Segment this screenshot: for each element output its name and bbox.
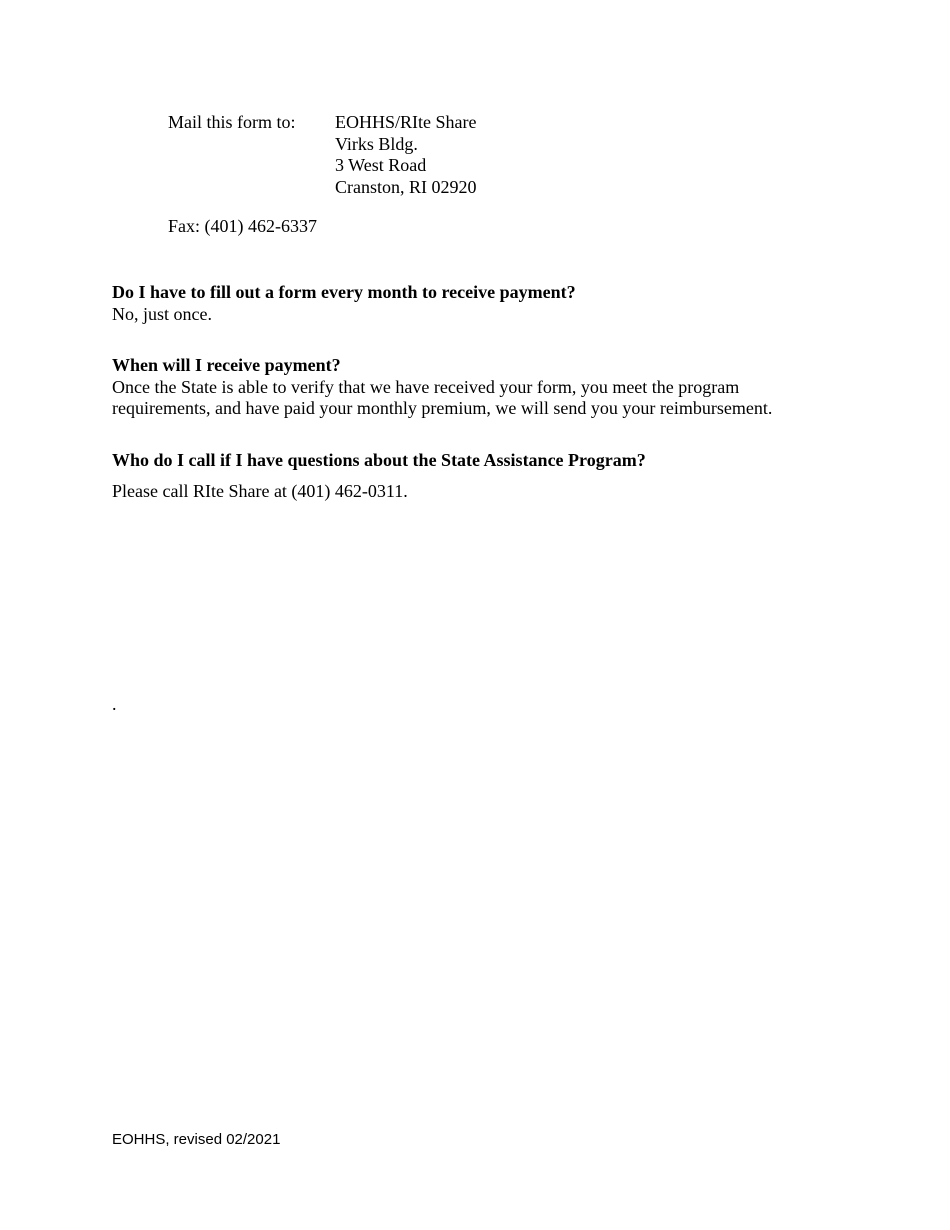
revision-footer: EOHHS, revised 02/2021 bbox=[112, 1131, 281, 1148]
faq-answer-line-2: requirements, and have paid your monthly premium, we will send you your reimbursement. bbox=[112, 398, 773, 418]
faq-item-contact bbox=[112, 450, 832, 502]
faq-question: Do I have to fill out a form every month to receive payment? bbox=[112, 282, 576, 302]
faq-item-payment-timing bbox=[112, 355, 832, 420]
mailing-address bbox=[335, 112, 477, 198]
faq-item-form-frequency bbox=[112, 282, 832, 325]
address-line-city: Cranston, RI 02920 bbox=[335, 176, 477, 197]
mail-label: Mail this form to: bbox=[168, 112, 296, 132]
faq-answer: Please call RIte Share at (401) 462-0311. bbox=[112, 480, 408, 501]
faq-question: Who do I call if I have questions about the State Assistance Program? bbox=[112, 450, 646, 470]
stray-period: . bbox=[112, 694, 117, 714]
faq-answer-line-1: Once the State is able to verify that we have received your form, you meet the program bbox=[112, 376, 740, 397]
faq-question: When will I receive payment? bbox=[112, 355, 341, 375]
address-line-street: 3 West Road bbox=[335, 155, 427, 175]
address-line-building: Virks Bldg. bbox=[335, 133, 418, 154]
address-line-organization: EOHHS/RIte Share bbox=[335, 112, 477, 132]
faq-answer: No, just once. bbox=[112, 303, 212, 324]
fax-number: Fax: (401) 462-6337 bbox=[168, 216, 317, 236]
